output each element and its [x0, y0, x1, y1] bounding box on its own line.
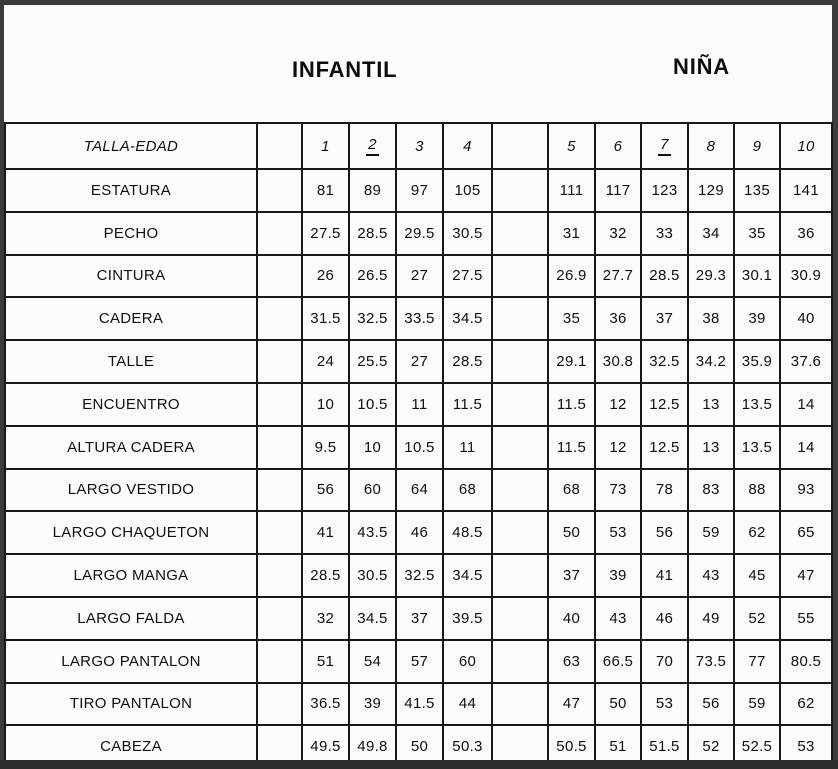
value-cell: 81: [302, 169, 349, 212]
spacer-cell: [492, 123, 548, 169]
value-cell: 28.5: [302, 554, 349, 597]
table-row: [5, 426, 832, 469]
value-cell: 30.8: [595, 340, 641, 383]
value-cell: 9.5: [302, 426, 349, 469]
value-cell: 43: [688, 554, 734, 597]
spacer-cell: [492, 212, 548, 255]
size-header-1: [302, 123, 349, 169]
value-cell: 35.9: [734, 340, 780, 383]
size-label: 2: [366, 136, 379, 156]
value-cell: 53: [780, 725, 832, 768]
value-cell: 41: [302, 511, 349, 554]
value-cell: 30.5: [443, 212, 492, 255]
value-cell: 32.5: [396, 554, 443, 597]
value-cell: 31: [548, 212, 595, 255]
size-label: 6: [613, 137, 623, 155]
spacer-cell: [257, 123, 302, 169]
spacer-cell: [492, 340, 548, 383]
table-row: [5, 169, 832, 212]
spacer-cell: [257, 340, 302, 383]
value-cell: 33: [641, 212, 688, 255]
value-cell: 53: [641, 683, 688, 726]
table-header-row: [5, 123, 832, 169]
value-cell: 48.5: [443, 511, 492, 554]
spacer-cell: [257, 255, 302, 298]
size-label: 8: [706, 137, 716, 155]
value-cell: 38: [688, 297, 734, 340]
size-header-6: [595, 123, 641, 169]
value-cell: 25.5: [349, 340, 396, 383]
value-cell: 73: [595, 469, 641, 512]
scan-bottom-edge: [0, 760, 838, 769]
value-cell: 12: [595, 426, 641, 469]
value-cell: 60: [443, 640, 492, 683]
value-cell: 11.5: [548, 426, 595, 469]
value-cell: 40: [548, 597, 595, 640]
value-cell: 40: [780, 297, 832, 340]
value-cell: 45: [734, 554, 780, 597]
spacer-cell: [257, 469, 302, 512]
value-cell: 14: [780, 383, 832, 426]
row-label: LARGO FALDA: [5, 597, 257, 640]
value-cell: 27.5: [443, 255, 492, 298]
spacer-cell: [492, 640, 548, 683]
value-cell: 10.5: [396, 426, 443, 469]
value-cell: 39: [734, 297, 780, 340]
value-cell: 12.5: [641, 383, 688, 426]
value-cell: 43: [595, 597, 641, 640]
table-row: [5, 683, 832, 726]
value-cell: 54: [349, 640, 396, 683]
value-cell: 68: [548, 469, 595, 512]
value-cell: 64: [396, 469, 443, 512]
table-row: [5, 383, 832, 426]
value-cell: 46: [396, 511, 443, 554]
value-cell: 24: [302, 340, 349, 383]
value-cell: 37: [641, 297, 688, 340]
size-chart-table: [4, 122, 833, 769]
value-cell: 11: [443, 426, 492, 469]
value-cell: 37: [548, 554, 595, 597]
value-cell: 29.3: [688, 255, 734, 298]
value-cell: 41.5: [396, 683, 443, 726]
value-cell: 77: [734, 640, 780, 683]
value-cell: 93: [780, 469, 832, 512]
value-cell: 26.5: [349, 255, 396, 298]
value-cell: 10: [349, 426, 396, 469]
size-header-4: [443, 123, 492, 169]
value-cell: 28.5: [443, 340, 492, 383]
spacer-cell: [492, 683, 548, 726]
spacer-cell: [257, 683, 302, 726]
value-cell: 27.7: [595, 255, 641, 298]
value-cell: 47: [548, 683, 595, 726]
value-cell: 59: [688, 511, 734, 554]
value-cell: 34.5: [443, 297, 492, 340]
row-label: LARGO VESTIDO: [5, 469, 257, 512]
size-label: 1: [321, 137, 330, 155]
value-cell: 49: [688, 597, 734, 640]
value-cell: 29.5: [396, 212, 443, 255]
spacer-cell: [492, 297, 548, 340]
value-cell: 49.5: [302, 725, 349, 768]
value-cell: 53: [595, 511, 641, 554]
size-header-5: [548, 123, 595, 169]
value-cell: 37: [396, 597, 443, 640]
value-cell: 66.5: [595, 640, 641, 683]
value-cell: 97: [396, 169, 443, 212]
spacer-cell: [257, 511, 302, 554]
table-row: [5, 511, 832, 554]
spacer-cell: [492, 554, 548, 597]
value-cell: 141: [780, 169, 832, 212]
size-header-10: [780, 123, 832, 169]
value-cell: 34.2: [688, 340, 734, 383]
value-cell: 37.6: [780, 340, 832, 383]
value-cell: 34: [688, 212, 734, 255]
value-cell: 60: [349, 469, 396, 512]
spacer-cell: [257, 640, 302, 683]
value-cell: 31.5: [302, 297, 349, 340]
value-cell: 105: [443, 169, 492, 212]
size-label: 10: [797, 137, 815, 155]
value-cell: 135: [734, 169, 780, 212]
value-cell: 10: [302, 383, 349, 426]
size-label: 9: [752, 137, 762, 155]
size-header-2: [349, 123, 396, 169]
value-cell: 63: [548, 640, 595, 683]
table-row: [5, 297, 832, 340]
value-cell: 44: [443, 683, 492, 726]
size-label: 5: [567, 137, 576, 155]
value-cell: 111: [548, 169, 595, 212]
spacer-cell: [492, 469, 548, 512]
spacer-cell: [257, 169, 302, 212]
spacer-cell: [257, 426, 302, 469]
value-cell: 12: [595, 383, 641, 426]
value-cell: 49.8: [349, 725, 396, 768]
spacer-cell: [257, 597, 302, 640]
value-cell: 11.5: [443, 383, 492, 426]
value-cell: 11.5: [548, 383, 595, 426]
value-cell: 62: [734, 511, 780, 554]
value-cell: 50.3: [443, 725, 492, 768]
value-cell: 39.5: [443, 597, 492, 640]
value-cell: 27: [396, 255, 443, 298]
size-header-9: [734, 123, 780, 169]
value-cell: 88: [734, 469, 780, 512]
row-label: CABEZA: [5, 725, 257, 768]
value-cell: 13: [688, 426, 734, 469]
value-cell: 50: [595, 683, 641, 726]
size-label: 7: [658, 136, 671, 156]
size-label: 3: [415, 137, 424, 155]
table-row: [5, 554, 832, 597]
value-cell: 70: [641, 640, 688, 683]
value-cell: 62: [780, 683, 832, 726]
value-cell: 59: [734, 683, 780, 726]
row-label: CINTURA: [5, 255, 257, 298]
row-label: LARGO PANTALON: [5, 640, 257, 683]
value-cell: 41: [641, 554, 688, 597]
value-cell: 26.9: [548, 255, 595, 298]
spacer-cell: [257, 554, 302, 597]
value-cell: 33.5: [396, 297, 443, 340]
spacer-cell: [492, 597, 548, 640]
value-cell: 32.5: [349, 297, 396, 340]
value-cell: 57: [396, 640, 443, 683]
value-cell: 80.5: [780, 640, 832, 683]
value-cell: 51: [595, 725, 641, 768]
value-cell: 68: [443, 469, 492, 512]
row-label: TALLE: [5, 340, 257, 383]
table-row: [5, 255, 832, 298]
value-cell: 34.5: [349, 597, 396, 640]
value-cell: 29.1: [548, 340, 595, 383]
value-cell: 13.5: [734, 426, 780, 469]
value-cell: 51: [302, 640, 349, 683]
row-label: ENCUENTRO: [5, 383, 257, 426]
value-cell: 39: [349, 683, 396, 726]
value-cell: 50: [548, 511, 595, 554]
spacer-cell: [492, 169, 548, 212]
row-label: ESTATURA: [5, 169, 257, 212]
value-cell: 36.5: [302, 683, 349, 726]
value-cell: 52: [734, 597, 780, 640]
value-cell: 117: [595, 169, 641, 212]
table-row: [5, 212, 832, 255]
value-cell: 32: [302, 597, 349, 640]
value-cell: 50.5: [548, 725, 595, 768]
spacer-cell: [492, 511, 548, 554]
value-cell: 73.5: [688, 640, 734, 683]
value-cell: 10.5: [349, 383, 396, 426]
value-cell: 39: [595, 554, 641, 597]
value-cell: 32.5: [641, 340, 688, 383]
size-header-7: [641, 123, 688, 169]
section-title-nina: NIÑA: [673, 54, 730, 79]
row-label: CADERA: [5, 297, 257, 340]
value-cell: 30.5: [349, 554, 396, 597]
value-cell: 52: [688, 725, 734, 768]
spacer-cell: [492, 255, 548, 298]
value-cell: 30.9: [780, 255, 832, 298]
value-cell: 50: [396, 725, 443, 768]
value-cell: 36: [780, 212, 832, 255]
row-label: ALTURA CADERA: [5, 426, 257, 469]
size-label: 4: [463, 137, 472, 155]
value-cell: 47: [780, 554, 832, 597]
value-cell: 12.5: [641, 426, 688, 469]
value-cell: 27.5: [302, 212, 349, 255]
table-row: [5, 597, 832, 640]
value-cell: 89: [349, 169, 396, 212]
value-cell: 11: [396, 383, 443, 426]
table-row: [5, 640, 832, 683]
row-label: LARGO MANGA: [5, 554, 257, 597]
spacer-cell: [492, 383, 548, 426]
value-cell: 52.5: [734, 725, 780, 768]
spacer-cell: [492, 426, 548, 469]
section-title-infantil: INFANTIL: [292, 57, 398, 82]
value-cell: 56: [302, 469, 349, 512]
value-cell: 32: [595, 212, 641, 255]
value-cell: 13: [688, 383, 734, 426]
spacer-cell: [257, 297, 302, 340]
table-row: [5, 469, 832, 512]
value-cell: 26: [302, 255, 349, 298]
value-cell: 35: [548, 297, 595, 340]
spacer-cell: [257, 383, 302, 426]
value-cell: 56: [688, 683, 734, 726]
value-cell: 83: [688, 469, 734, 512]
value-cell: 51.5: [641, 725, 688, 768]
value-cell: 56: [641, 511, 688, 554]
value-cell: 27: [396, 340, 443, 383]
value-cell: 34.5: [443, 554, 492, 597]
value-cell: 28.5: [641, 255, 688, 298]
value-cell: 36: [595, 297, 641, 340]
size-header-3: [396, 123, 443, 169]
value-cell: 65: [780, 511, 832, 554]
value-cell: 46: [641, 597, 688, 640]
value-cell: 13.5: [734, 383, 780, 426]
value-cell: 55: [780, 597, 832, 640]
header-talla-edad: TALLA-EDAD: [5, 123, 257, 169]
table-row: [5, 340, 832, 383]
row-label: PECHO: [5, 212, 257, 255]
row-label: TIRO PANTALON: [5, 683, 257, 726]
size-header-8: [688, 123, 734, 169]
spacer-cell: [257, 212, 302, 255]
value-cell: 14: [780, 426, 832, 469]
value-cell: 30.1: [734, 255, 780, 298]
value-cell: 43.5: [349, 511, 396, 554]
value-cell: 78: [641, 469, 688, 512]
value-cell: 129: [688, 169, 734, 212]
value-cell: 35: [734, 212, 780, 255]
value-cell: 28.5: [349, 212, 396, 255]
row-label: LARGO CHAQUETON: [5, 511, 257, 554]
value-cell: 123: [641, 169, 688, 212]
